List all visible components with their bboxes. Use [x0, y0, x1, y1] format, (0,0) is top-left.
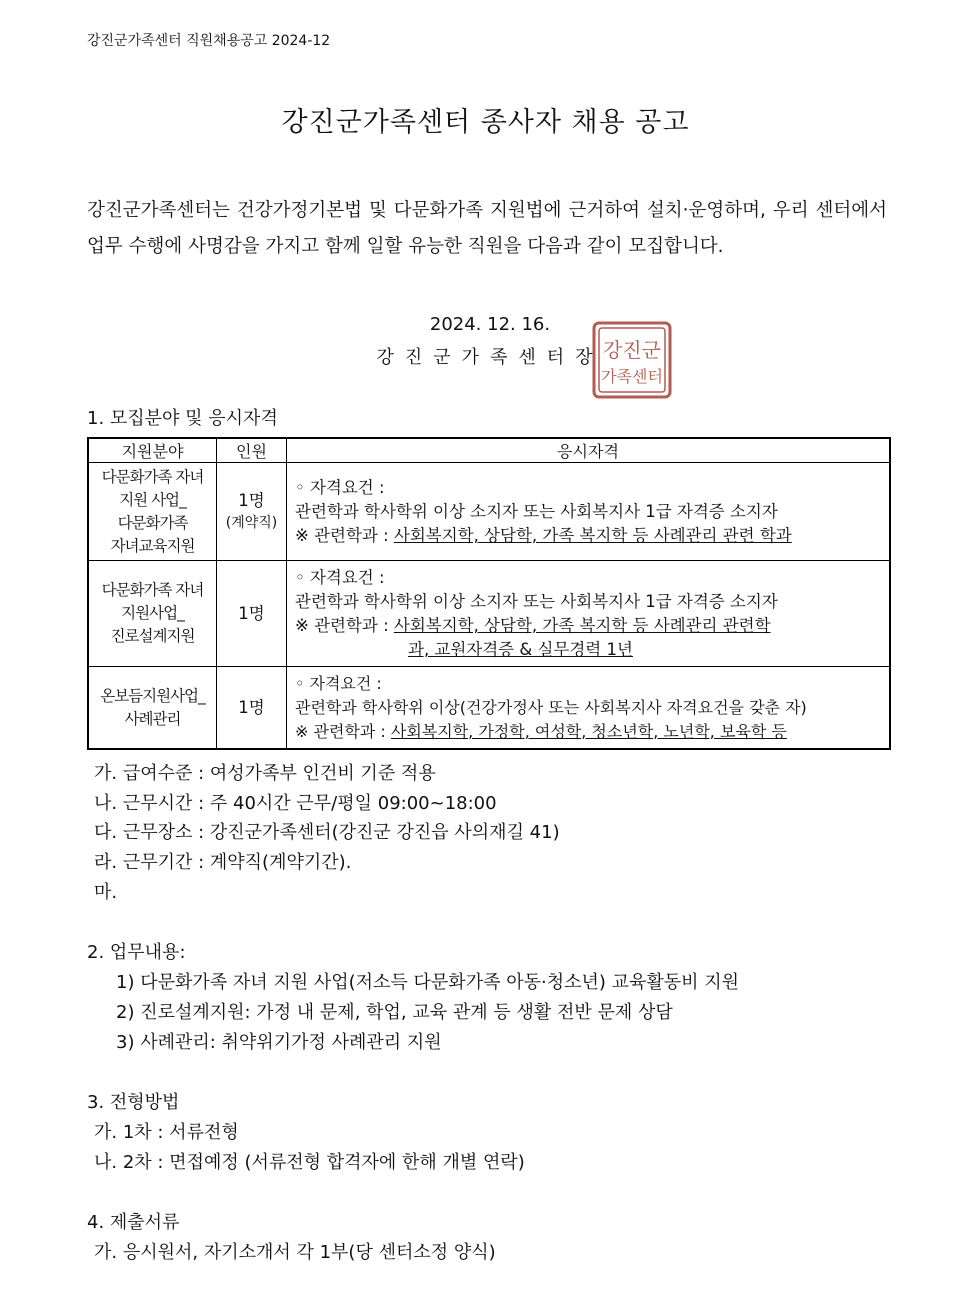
svg-text:강진군: 강진군: [603, 338, 661, 362]
list-item: 다. 근무장소 : 강진군가족센터(강진군 강진읍 사의재길 41): [94, 822, 560, 843]
column-header-count: 인원: [217, 438, 287, 463]
list-item: 나. 2차 : 면접예정 (서류전형 합격자에 한해 개별 연락): [94, 1152, 525, 1173]
list-item: 라. 근무기간 : 계약직(계약기간).: [94, 852, 352, 873]
section1-heading: 1. 모집분야 및 응시자격: [87, 408, 278, 429]
qualification-cell: ◦ 자격요건 : 관련학과 학사학위 이상 소지자 또는 사회복지사 1급 자격증 소지자 ※ 관련학과 : 사회복지학, 상담학, 가족 복지학 등 사례관리 관련 학과: [287, 463, 891, 561]
count-cell: 1명: [217, 561, 287, 667]
list-item: 3) 사례관리: 취약위기가정 사례관리 지원: [116, 1032, 442, 1053]
organization-signature: 강진군가족센터장: [376, 347, 604, 368]
list-item: 가. 1차 : 서류전형: [94, 1122, 239, 1143]
svg-text:가족센터: 가족센터: [601, 367, 663, 386]
announcement-date: 2024. 12. 16.: [429, 314, 551, 335]
document-title: 강진군가족센터 종사자 채용 공고: [281, 107, 690, 138]
section3-heading: 3. 전형방법: [87, 1092, 180, 1113]
qualification-cell: ◦ 자격요건 : 관련학과 학사학위 이상(건강가정사 또는 사회복지사 자격요건을 갖춘 자) ※ 관련학과 : 사회복지학, 가정학, 여성학, 청소년학, 노년학, 보육학 등: [287, 667, 891, 750]
count-cell: 1명 (계약직): [217, 463, 287, 561]
recruitment-table: [87, 437, 891, 750]
list-item: 가. 급여수준 : 여성가족부 인건비 기준 적용: [94, 763, 436, 784]
column-header-field: 지원분야: [88, 438, 217, 463]
count-cell: 1명: [217, 667, 287, 750]
field-cell: 온보듬지원사업_ 사례관리: [88, 667, 217, 750]
list-item: 나. 근무시간 : 주 40시간 근무/평일 09:00~18:00: [94, 793, 497, 814]
table-row: [88, 463, 890, 561]
list-item: 마.: [94, 882, 118, 903]
qualification-cell: ◦ 자격요건 : 관련학과 학사학위 이상 소지자 또는 사회복지사 1급 자격증 소지자 ※ 관련학과 : 사회복지학, 상담학, 가족 복지학 등 사례관리 관련학 과, 교원자격증 & 실무경력 1년: [287, 561, 891, 667]
list-item: 1) 다문화가족 자녀 지원 사업(저소득 다문화가족 아동·청소년) 교육활동비 지원: [116, 972, 740, 993]
table-header-row: [88, 438, 890, 463]
intro-paragraph: 강진군가족센터는 건강가정기본법 및 다문화가족 지원법에 근거하여 설치·운영하며, 우리 센터에서 업무 수행에 사명감을 가지고 함께 일할 유능한 직원을 다음과 같이 모집합니다.: [87, 200, 887, 257]
column-header-qualification: 응시자격: [287, 438, 891, 463]
field-cell: 다문화가족 자녀 지원 사업_ 다문화가족 자녀교육지원: [88, 463, 217, 561]
document-header: 강진군가족센터 직원채용공고 2024-12: [87, 33, 331, 49]
list-item: 가. 응시원서, 자기소개서 각 1부(당 센터소정 양식): [94, 1242, 496, 1263]
official-seal: [591, 320, 673, 400]
table-row: [88, 561, 890, 667]
section2-heading: 2. 업무내용:: [87, 942, 186, 963]
section4-heading: 4. 제출서류: [87, 1212, 180, 1233]
list-item: 2) 진로설계지원: 가정 내 문제, 학업, 교육 관계 등 생활 전반 문제 상담: [116, 1002, 673, 1023]
field-cell: 다문화가족 자녀 지원사업_ 진로설계지원: [88, 561, 217, 667]
table-row: [88, 667, 890, 750]
